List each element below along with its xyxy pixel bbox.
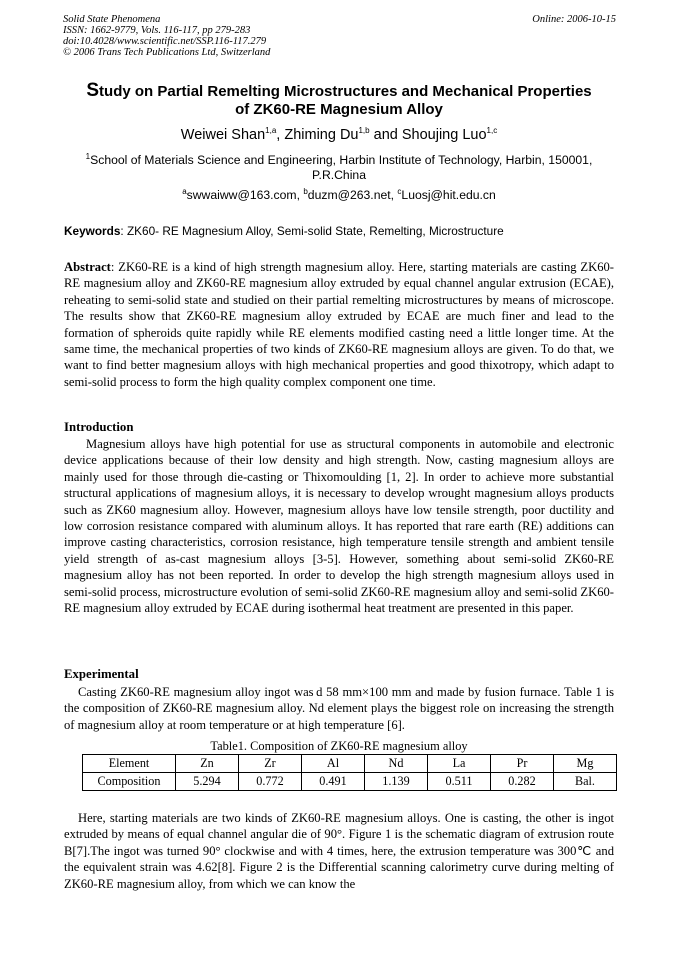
paper-title — [40, 82, 638, 119]
author-affil-mark: 1,c — [486, 126, 498, 136]
affiliation — [60, 153, 618, 183]
keywords — [64, 224, 614, 238]
journal-header — [63, 14, 270, 58]
table-header-cell: Nd — [365, 755, 428, 773]
journal-name: Solid State Phenomena — [63, 14, 161, 25]
email-address[interactable]: swwaiww@163.com — [186, 188, 297, 202]
table-header-cell: Mg — [554, 755, 617, 773]
title-line-2: of ZK60-RE Magnesium Alloy — [235, 101, 443, 118]
author-name: Weiwei Shan — [180, 127, 266, 143]
table-header-cell: Pr — [491, 755, 554, 773]
introduction-paragraph: Magnesium alloys have high potential for use as structural components in automobile and electronic device applications because of their low density and high strength. Now, casting magnesium alloys are mainly used for those through die-casting or Thixomoulding [1, 2]. In order to achieve more substantial structural applications of magnesium alloys, it is necessary to develop wrought magnesium alloys products such as ZK60 magnesium alloy. However, magnesium alloys have low tensile strength, poor ductility and low corrosion resistance compared with aluminum alloys. It has reported that rare earth (RE) additions can improve casting characteristics, corrosion resistance, high temperature tensile strength and ambient tensile yield strength of as-cast magnesium alloys [3-5]. However, something about semi-solid ZK60-RE magnesium alloy has not been reported. In order to develop the high strength magnesium alloys used in semi-solid process, microstructure evolution of semi-solid ZK60-RE magnesium alloy and semi-solid ZK60-RE magnesium alloy extruded by ECAE during isothermal heat treatment are presented in this paper. — [64, 437, 614, 616]
table-header-cell: Zr — [239, 755, 302, 773]
table-header-cell: La — [428, 755, 491, 773]
author-separator: , — [276, 127, 285, 143]
table-row — [83, 773, 617, 791]
email-separator: , — [296, 188, 304, 202]
table-cell: Composition — [83, 773, 176, 791]
table-caption: Table1. Composition of ZK60-RE magnesium alloy — [210, 739, 468, 753]
email-mark: b — [303, 186, 308, 196]
table-header-cell: Element — [83, 755, 176, 773]
author-name: Shoujing Luo — [401, 127, 487, 143]
email-list — [40, 188, 638, 203]
table-cell: 0.511 — [428, 773, 491, 791]
online-date: Online: 2006-10-15 — [532, 14, 616, 25]
abstract — [64, 259, 614, 390]
email-mark: c — [397, 186, 402, 196]
title-line-1 — [40, 82, 638, 101]
email-mark: a — [182, 186, 187, 196]
email-address[interactable]: duzm@263.net — [307, 188, 391, 202]
copyright-line: © 2006 Trans Tech Publications Ltd, Switzerland — [63, 47, 271, 58]
table-cell: Bal. — [554, 773, 617, 791]
table-header-cell: Zn — [176, 755, 239, 773]
table-cell: 0.282 — [491, 773, 554, 791]
composition-table — [82, 754, 617, 791]
title-line-1-rest: tudy on Partial Remelting Microstructures and Mechanical Properties — [99, 83, 592, 100]
experimental-paragraph-1: Casting ZK60-RE magnesium alloy ingot was d 58 mm×100 mm and made by fusion furnace. Table 1 is the composition of ZK60-RE magnesium alloy. Nd element plays the biggest role on increasing the strength of magnesium alloy at room temperature or at high temperature [6]. — [64, 685, 614, 732]
affiliation-text: School of Materials Science and Engineering, Harbin Institute of Technology, Harbin, 150001, P.R.China — [90, 153, 593, 182]
affiliation-mark: 1 — [85, 151, 91, 161]
author-separator: and — [369, 127, 402, 143]
issn-line: ISSN: 1662-9779, Vols. 116-117, pp 279-283 — [63, 25, 251, 36]
email-separator: , — [390, 188, 398, 202]
title-initial: S — [86, 80, 100, 101]
table-header-row — [83, 755, 617, 773]
author-affil-mark: 1,a — [265, 126, 277, 136]
email-address[interactable]: Luosj@hit.edu.cn — [401, 188, 496, 202]
keywords-label: Keywords — [64, 224, 121, 238]
author-name: Zhiming Du — [284, 127, 359, 143]
doi-line: doi:10.4028/www.scientific.net/SSP.116-117.279 — [63, 36, 267, 47]
abstract-label: Abstract — [64, 260, 111, 274]
table-header-cell: Al — [302, 755, 365, 773]
section-heading-experimental: Experimental — [64, 667, 139, 681]
table-cell: 5.294 — [176, 773, 239, 791]
table-cell: 1.139 — [365, 773, 428, 791]
experimental-paragraph-2: Here, starting materials are two kinds of ZK60-RE magnesium alloys. One is casting, the other is ingot extruded by means of equal channel angular die of 90°. Figure 1 is the schematic diagram of extrusion route B[7].The ingot was turned 90° clockwise and with 4 times, here, the extrusion temperature was 300℃ and the equivalent strain was 4.62[8]. Figure 2 is the Differential scanning calorimetry curve during melting of ZK60-RE magnesium alloy, from which we can know the — [64, 811, 614, 891]
author-affil-mark: 1,b — [358, 126, 370, 136]
keywords-text: : ZK60- RE Magnesium Alloy, Semi-solid State, Remelting, Microstructure — [120, 224, 504, 238]
table-cell: 0.772 — [239, 773, 302, 791]
table-cell: 0.491 — [302, 773, 365, 791]
abstract-text: : ZK60-RE is a kind of high strength magnesium alloy. Here, starting materials are casting ZK60-RE magnesium alloy and ZK60-RE magnesium alloy extruded by equal channel angular extrusion (ECAE), reheating to semi-solid state and studied on their partial remelting microstructures by means of microscope. The results show that ZK60-RE magnesium alloy extruded by ECAE are much finer and lead to the formation of spheroids quite rapidly while RE elements modified casting need a little longer time. At the same time, the mechanical properties of two kinds of ZK60-RE magnesium alloys are given. To do that, we want to find better magnesium alloys with high mechanical properties and good thixotropy, which adapt to semi-solid process to form the high quality complex component one time. — [64, 260, 614, 389]
author-list — [40, 126, 638, 144]
section-heading-introduction: Introduction — [64, 420, 134, 434]
